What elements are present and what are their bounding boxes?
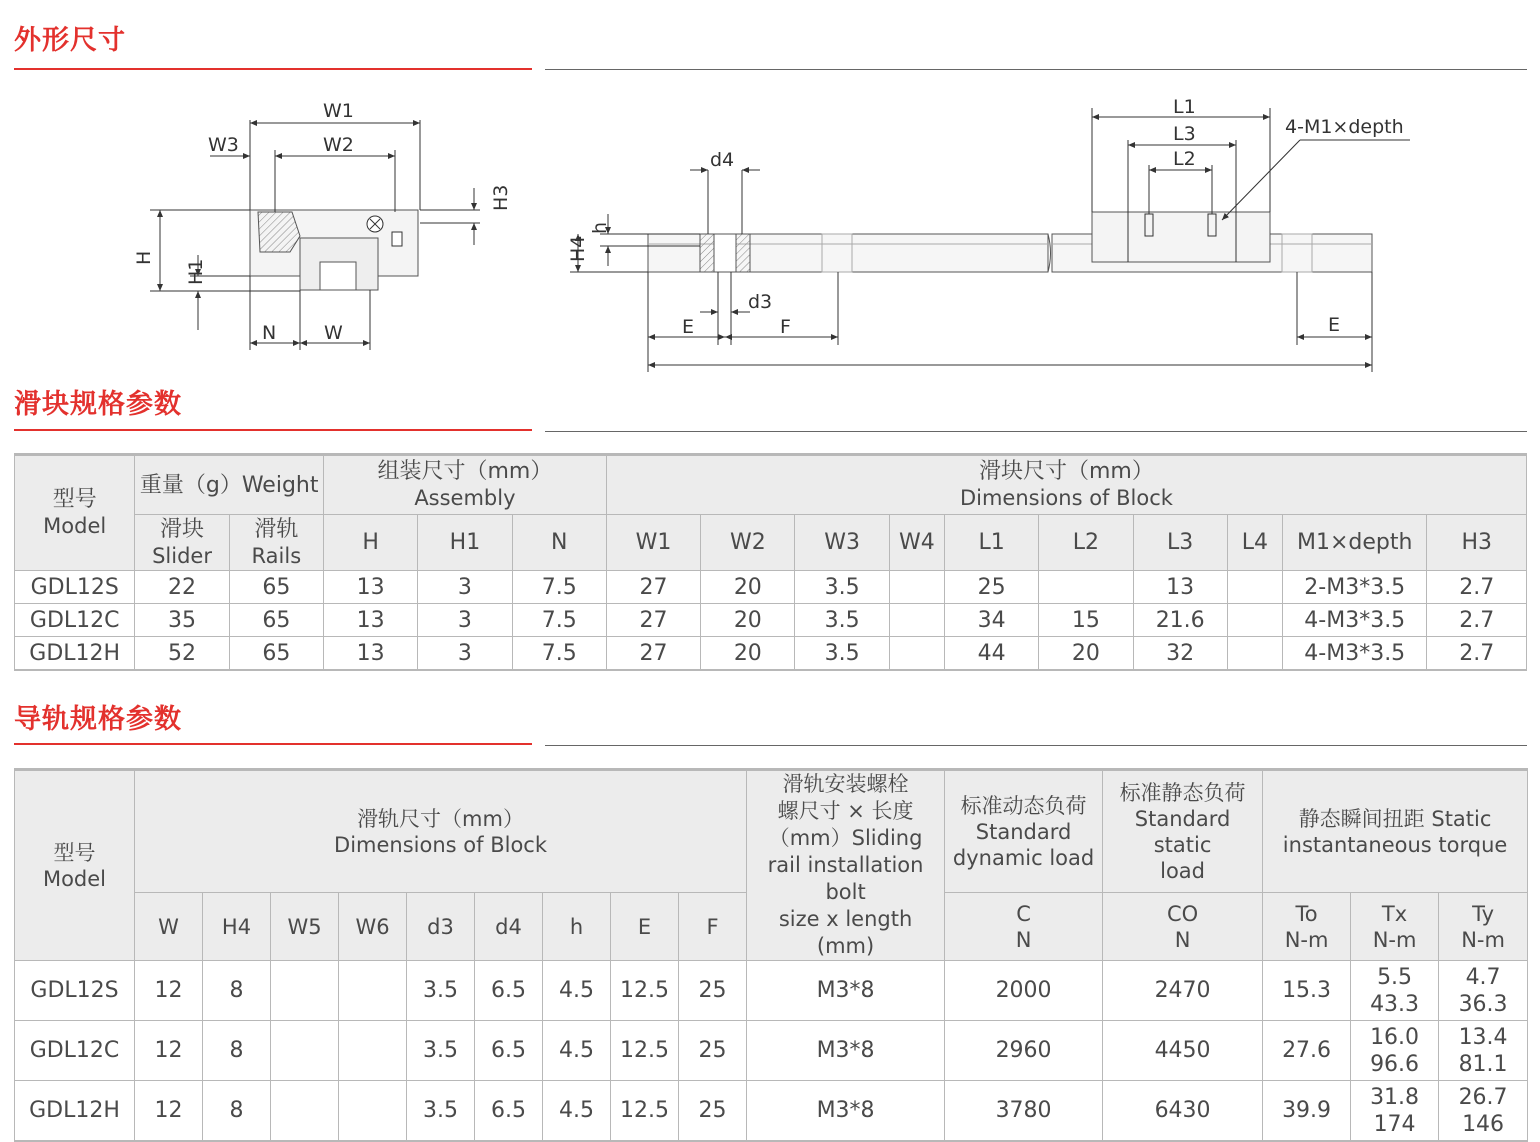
table-cell: M3*8 (747, 961, 945, 1021)
table-cell: 65 (229, 637, 323, 671)
torque-value: 43.3 (1370, 991, 1420, 1017)
table-cell: 6.5 (475, 961, 543, 1021)
section-divider-gray (545, 431, 1527, 432)
table-row (15, 637, 1527, 671)
header-dynamic-load: 标准动态负荷 Standard dynamic load (945, 770, 1103, 893)
label-h-small: h (589, 221, 611, 234)
table-cell: 2000 (945, 961, 1103, 1021)
table-row (15, 604, 1527, 637)
table-cell (271, 1081, 339, 1142)
label-e-right: E (1328, 314, 1341, 336)
table-cell: 3.5 (795, 571, 889, 604)
table-cell: 12 (135, 1081, 203, 1142)
table-cell: 4450 (1103, 1021, 1263, 1081)
label-d3: d3 (748, 291, 773, 313)
table-cell: 3.5 (407, 1021, 475, 1081)
table-cell: 35 (135, 604, 229, 637)
label-m1-depth: 4-M1×depth (1285, 116, 1404, 138)
table-cell (271, 1021, 339, 1081)
header-col: M1×depth (1283, 515, 1427, 571)
model-cell: GDL12H (15, 1081, 135, 1142)
section-divider-red (14, 68, 532, 70)
table-cell: 8 (203, 1021, 271, 1081)
table-cell (271, 961, 339, 1021)
label-n: N (262, 322, 277, 344)
table-cell: 12.5 (611, 1021, 679, 1081)
table-cell: 4.5 (543, 1021, 611, 1081)
table-cell: 34 (944, 604, 1038, 637)
table-cell (339, 1021, 407, 1081)
header-bolt-size: 滑轨安装螺栓 螺尺寸 × 长度 （mm）Sliding rail installation bolt size x length (mm) (747, 770, 945, 961)
model-cell: GDL12S (15, 961, 135, 1021)
table-cell: 2470 (1103, 961, 1263, 1021)
torque-cell (1351, 1081, 1439, 1142)
header-rails: 滑轨 Rails (229, 515, 323, 571)
header-col: L1 (944, 515, 1038, 571)
table-cell: 3 (418, 604, 512, 637)
header-col: W3 (795, 515, 889, 571)
torque-value: 31.8 (1370, 1084, 1420, 1110)
header-col: N (512, 515, 606, 571)
torque-value: 13.4 (1458, 1024, 1508, 1050)
table-cell: 2.7 (1427, 571, 1527, 604)
table-cell: 12.5 (611, 961, 679, 1021)
header-col: H3 (1427, 515, 1527, 571)
table-cell: 3.5 (795, 604, 889, 637)
table-cell: 25 (679, 1081, 747, 1142)
block-spec-table (14, 453, 1527, 671)
table-cell: 4.5 (543, 1081, 611, 1142)
table-cell (1227, 604, 1282, 637)
torque-value: 146 (1462, 1111, 1505, 1137)
section-divider-gray (545, 745, 1527, 746)
label-l3: L3 (1173, 123, 1196, 145)
table-cell: 20 (701, 604, 795, 637)
header-col: W2 (701, 515, 795, 571)
header-col: H4 (203, 893, 271, 961)
table-cell: 15 (1039, 604, 1133, 637)
table-cell: 27.6 (1263, 1021, 1351, 1081)
table-cell: 3.5 (795, 637, 889, 671)
model-cell: GDL12C (15, 604, 135, 637)
model-cell: GDL12C (15, 1021, 135, 1081)
table-cell: 7.5 (512, 571, 606, 604)
section-divider-red (14, 743, 532, 745)
dimension-drawing (0, 80, 1540, 380)
table-cell: 6.5 (475, 1081, 543, 1142)
section-title-outline: 外形尺寸 (14, 25, 126, 56)
table-cell: M3*8 (747, 1081, 945, 1142)
header-col: W (135, 893, 203, 961)
table-cell: 32 (1133, 637, 1227, 671)
table-cell: 3.5 (407, 961, 475, 1021)
header-weight: 重量（g）Weight (135, 455, 324, 515)
table-cell: 65 (229, 571, 323, 604)
table-cell: 3780 (945, 1081, 1103, 1142)
table-cell: 8 (203, 1081, 271, 1142)
table-cell: 12 (135, 961, 203, 1021)
header-block-dimensions: 滑块尺寸（mm） Dimensions of Block (606, 455, 1526, 515)
table-cell: 4-M3*3.5 (1283, 637, 1427, 671)
header-col: W4 (889, 515, 944, 571)
header-slider: 滑块 Slider (135, 515, 229, 571)
header-model: 型号 Model (15, 455, 135, 571)
header-tx: Tx N-m (1351, 893, 1439, 961)
table-cell: 25 (944, 571, 1038, 604)
header-col: L3 (1133, 515, 1227, 571)
table-cell: 2.7 (1427, 637, 1527, 671)
table-row (15, 961, 1528, 1021)
table-cell: 6.5 (475, 1021, 543, 1081)
label-h4: H4 (567, 235, 589, 262)
label-w: W (324, 322, 343, 344)
header-col: W5 (271, 893, 339, 961)
table-cell: 27 (606, 637, 700, 671)
table-cell: 27 (606, 571, 700, 604)
table-cell: 13 (323, 637, 417, 671)
table-row (15, 571, 1527, 604)
table-row (15, 1021, 1528, 1081)
section-title-block-specs: 滑块规格参数 (14, 389, 182, 420)
table-cell: 13 (323, 604, 417, 637)
header-model: 型号 Model (15, 770, 135, 961)
table-cell: 27 (606, 604, 700, 637)
torque-value: 16.0 (1370, 1024, 1420, 1050)
header-col: F (679, 893, 747, 961)
label-w1: W1 (323, 100, 354, 122)
model-cell: GDL12S (15, 571, 135, 604)
cross-section-view (150, 120, 480, 350)
torque-value: 81.1 (1458, 1051, 1508, 1077)
model-cell: GDL12H (15, 637, 135, 671)
torque-cell (1439, 1021, 1528, 1081)
label-h: H (133, 250, 155, 265)
table-cell (339, 961, 407, 1021)
table-cell: 20 (1039, 637, 1133, 671)
table-cell: 3 (418, 571, 512, 604)
table-cell (889, 571, 944, 604)
label-e-left: E (682, 316, 695, 338)
label-h1: H1 (185, 258, 207, 285)
table-cell: 8 (203, 961, 271, 1021)
header-static-load: 标准静态负荷 Standard static load (1103, 770, 1263, 893)
section-title-rail-specs: 导轨规格参数 (14, 704, 182, 735)
table-row (15, 1081, 1528, 1142)
header-col: W6 (339, 893, 407, 961)
table-cell: 20 (701, 637, 795, 671)
header-rail-dimensions: 滑轨尺寸（mm） Dimensions of Block (135, 770, 747, 893)
table-cell: 12 (135, 1021, 203, 1081)
torque-value: 174 (1373, 1111, 1416, 1137)
table-cell: 25 (679, 1021, 747, 1081)
torque-value: 4.7 (1465, 964, 1501, 990)
torque-value: 5.5 (1377, 964, 1413, 990)
label-f: F (780, 316, 791, 338)
header-assembly: 组装尺寸（mm） Assembly (323, 455, 606, 515)
table-cell: 4-M3*3.5 (1283, 604, 1427, 637)
table-cell: 2.7 (1427, 604, 1527, 637)
header-col: d3 (407, 893, 475, 961)
header-col: H1 (418, 515, 512, 571)
table-cell: 7.5 (512, 637, 606, 671)
table-cell: 22 (135, 571, 229, 604)
table-cell: 3 (418, 637, 512, 671)
table-cell (889, 637, 944, 671)
label-h3: H3 (490, 184, 512, 211)
header-c-unit: C N (945, 893, 1103, 961)
label-w2: W2 (323, 134, 354, 156)
table-cell: 6430 (1103, 1081, 1263, 1142)
torque-value: 36.3 (1458, 991, 1508, 1017)
table-cell: 2-M3*3.5 (1283, 571, 1427, 604)
label-l2: L2 (1173, 148, 1196, 170)
table-cell: 13 (1133, 571, 1227, 604)
table-cell: 7.5 (512, 604, 606, 637)
torque-cell (1351, 1021, 1439, 1081)
section-divider-red (14, 429, 532, 431)
torque-cell (1351, 961, 1439, 1021)
header-col: W1 (606, 515, 700, 571)
torque-value: 26.7 (1458, 1084, 1508, 1110)
header-col: d4 (475, 893, 543, 961)
header-col: L2 (1039, 515, 1133, 571)
label-w3: W3 (208, 134, 239, 156)
table-cell (1039, 571, 1133, 604)
table-cell (1227, 571, 1282, 604)
table-cell: 52 (135, 637, 229, 671)
table-cell (1227, 637, 1282, 671)
header-col: L4 (1227, 515, 1282, 571)
table-cell: 25 (679, 961, 747, 1021)
header-static-torque: 静态瞬间扭距 Static instantaneous torque (1263, 770, 1528, 893)
table-cell: 3.5 (407, 1081, 475, 1142)
header-to: To N-m (1263, 893, 1351, 961)
table-cell: 13 (323, 571, 417, 604)
table-cell: 44 (944, 637, 1038, 671)
table-cell: 15.3 (1263, 961, 1351, 1021)
table-cell: 65 (229, 604, 323, 637)
torque-cell (1439, 1081, 1528, 1142)
header-c0-unit: CO N (1103, 893, 1263, 961)
table-cell: M3*8 (747, 1021, 945, 1081)
table-cell: 20 (701, 571, 795, 604)
side-view (570, 108, 1410, 372)
table-cell (339, 1081, 407, 1142)
header-ty: Ty N-m (1439, 893, 1528, 961)
torque-value: 96.6 (1370, 1051, 1420, 1077)
table-cell: 39.9 (1263, 1081, 1351, 1142)
torque-cell (1439, 961, 1528, 1021)
table-cell: 2960 (945, 1021, 1103, 1081)
header-col: E (611, 893, 679, 961)
rail-spec-table (14, 768, 1528, 1142)
table-cell: 21.6 (1133, 604, 1227, 637)
label-l1: L1 (1173, 96, 1196, 118)
header-col: H (323, 515, 417, 571)
header-col: h (543, 893, 611, 961)
section-divider-gray (545, 69, 1527, 70)
label-d4: d4 (710, 149, 735, 171)
table-cell: 12.5 (611, 1081, 679, 1142)
table-cell (889, 604, 944, 637)
table-cell: 4.5 (543, 961, 611, 1021)
